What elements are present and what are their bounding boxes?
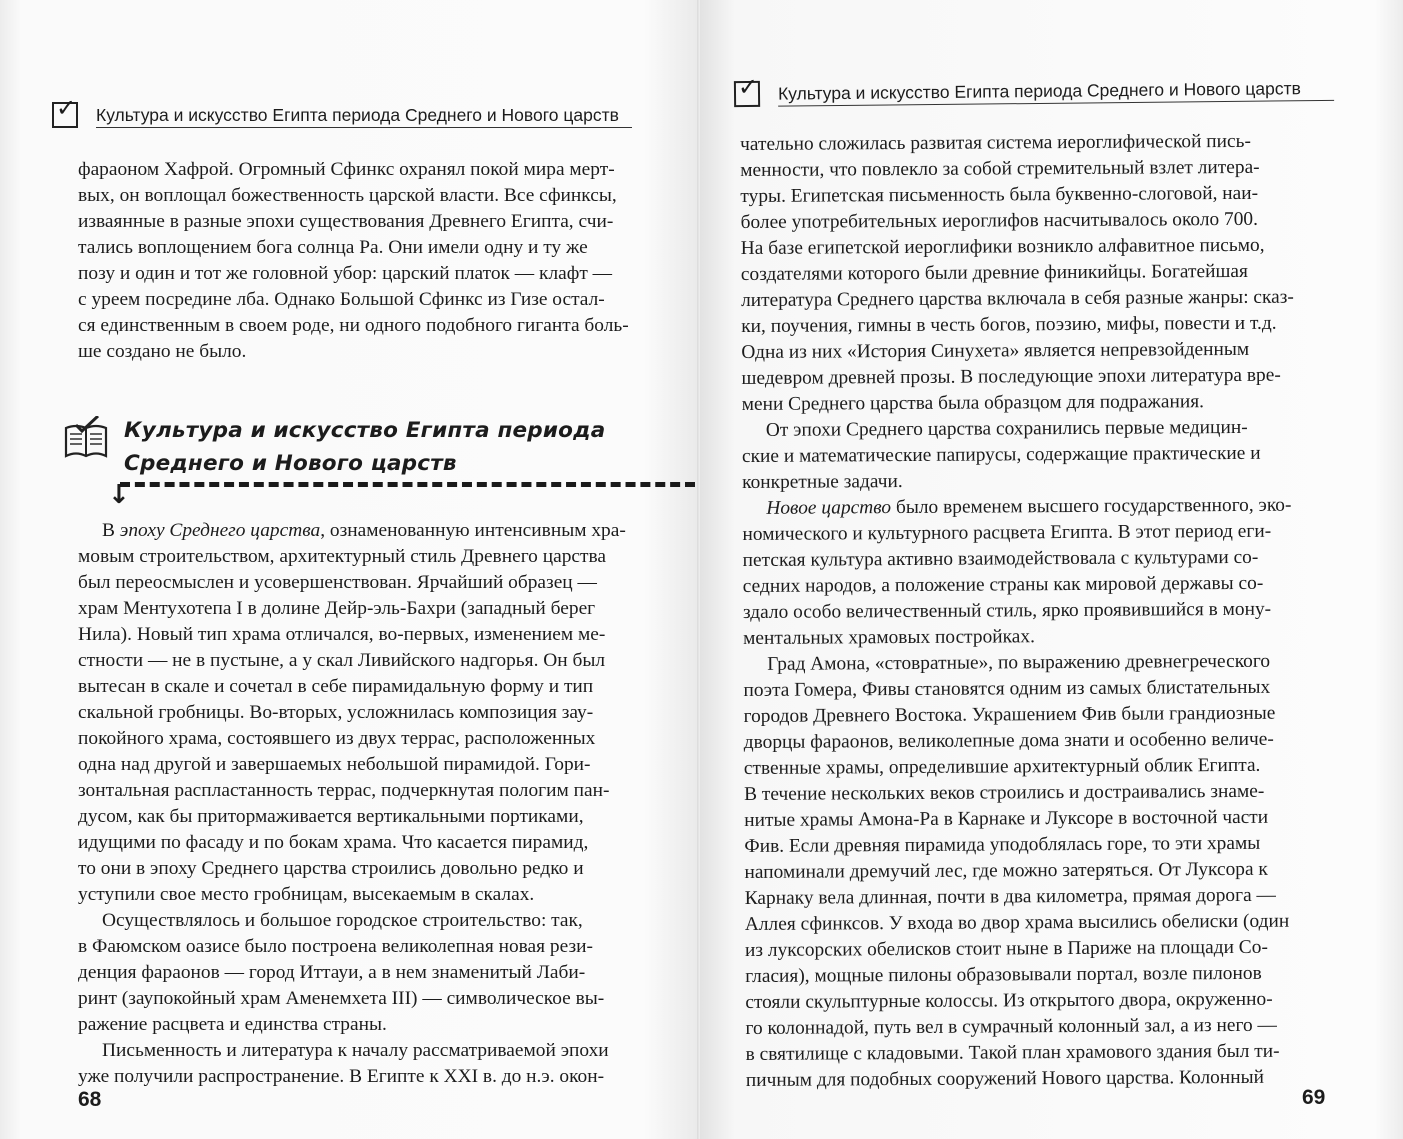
text-line: денция фараонов — город Иттауи, а в нем знаменитый Лаби- [78, 962, 586, 983]
text-line: городов Древнего Востока. Украшением Фив были грандиозные [743, 702, 1276, 727]
text-line: петская культура активно взаимодействовала с культурами со- [742, 546, 1259, 571]
text-line: От эпохи Среднего царства сохранились первые медицин- [765, 416, 1248, 441]
text-line: ственные храмы, определившие архитектурный облик Египта. [743, 754, 1261, 779]
text-line: из луксорских обелисков стоит ныне в Париже на площади Со- [744, 936, 1268, 961]
text-line: ские и математические папирусы, содержащие практические и [741, 442, 1261, 467]
text-line: здало особо величественный стиль, ярко проявившийся в мону- [742, 598, 1272, 623]
text-line: Карнаку вела длинная, почти в два километра, прямая дорога — [744, 884, 1276, 909]
text-line: более употребительных иероглифов насчитывалось около 700. [740, 208, 1259, 233]
running-head-right [734, 72, 1334, 107]
checkbox-icon: ✓ [734, 81, 760, 107]
section-heading [58, 410, 658, 520]
text-line: В эпоху Среднего царства, ознаменованную интенсивным хра- [102, 520, 626, 541]
text-line: нитые храмы Амона-Ра в Карнаке и Луксоре в восточной части [744, 806, 1269, 831]
text-line: покойного храма, состоявшего из двух террас, расположенных [78, 728, 596, 749]
text-line: ражение расцвета и единства страны. [78, 1014, 387, 1035]
checkbox-icon: ✓ [52, 102, 78, 128]
text-line: то они в эпоху Среднего царства строились довольно редко и [78, 858, 584, 879]
text-line: пичным для подобных сооружений Нового царства. Колонный [745, 1066, 1265, 1091]
arrow-down-icon: ↓ [108, 480, 130, 510]
text-line: Одна из них «История Синухета» является непревзойденным [741, 338, 1250, 363]
text-line: мовым строительством, архитектурный стиль Древнего царства [78, 546, 606, 567]
text-line: был переосмыслен и усовершенствован. Ярчайший образец — [78, 572, 597, 593]
text-line: седних народов, а положение страны как мировой державы со- [742, 572, 1264, 597]
text-line: литература Среднего царства включала в себя разные жанры: сказ- [740, 286, 1294, 311]
text-line: номического и культурного расцвета Египта. В этот период еги- [742, 520, 1272, 545]
text-line: вытесан в скале и сочетал в себе пирамидальную форму и тип [78, 676, 594, 697]
text-line: конкретные задачи. [742, 471, 903, 493]
text-line: Аллея сфинксов. У входа во двор храма высились обелиски (один [744, 910, 1290, 935]
text-line: в святилище с кладовыми. Такой план храмового здания был ти- [745, 1040, 1280, 1065]
text-line: Новое царство было временем высшего государственного, эко- [766, 494, 1292, 519]
text-line: напоминали дремучий лес, где можно затеряться. От Луксора к [744, 858, 1268, 883]
text-line: поэта Гомера, Фивы становятся одним из самых блистательных [743, 676, 1271, 701]
text-line: гласия), мощные пилоны образовывали портал, возле пилонов [745, 962, 1262, 987]
text-line: туры. Египетская письменность была буквенно-слоговой, наи- [740, 182, 1259, 207]
text-line: На базе египетской иероглифики возникло алфавитное письмо, [740, 234, 1265, 259]
text-line: скальной гробницы. Во-вторых, усложнилась композиция зау- [78, 702, 594, 723]
text-line: менности, что повлекло за собой стремительный взлет литера- [740, 156, 1260, 181]
intro-paragraph [78, 157, 650, 365]
page-number: 68 [78, 1088, 102, 1111]
text-line: Фив. Если древняя пирамида уподоблялась горе, то эти храмы [744, 832, 1261, 857]
body-text-right [740, 128, 1336, 1094]
text-line: с уреем посредине лба. Однако Большой Сфинкс из Гизе остал- [78, 289, 605, 310]
text-line: храм Ментухотепа I в долине Дейр-эль-Бахри (западный берег [78, 598, 596, 619]
running-head-text: Культура и искусство Египта периода Среднего и Нового царств [96, 105, 632, 128]
text-line: шедевром древней прозы. В последующие эпохи литература вре- [741, 364, 1281, 389]
page-number: 69 [1302, 1086, 1326, 1109]
text-line: Град Амона, «стовратные», по выражению древнегреческого [767, 650, 1271, 675]
text-line: мени Среднего царства была образцом для подражания. [741, 391, 1205, 415]
text-line: вых, он воплощал божественность царской власти. Все сфинксы, [78, 185, 617, 206]
text-line: изваянные в разные эпохи существования Древнего Египта, счи- [78, 211, 614, 232]
text-line: позу и один и тот же головной убор: царский платок — клафт — [78, 263, 613, 284]
running-head-text: Культура и искусство Египта периода Среднего и Нового царств [778, 78, 1334, 107]
text-line: уже получили распространение. В Египте к XXI в. до н.э. окон- [78, 1066, 605, 1087]
text-line: одна над другой и завершаемых небольшой пирамидой. Гори- [78, 754, 591, 775]
text-line: в Фаюмском оазисе было построена великолепная новая рези- [78, 936, 593, 957]
page-left [0, 0, 700, 1139]
text-line: ше создано не было. [78, 341, 247, 362]
text-line: ки, поучения, гимны в честь богов, поэзию, мифы, повести и т.д. [741, 312, 1277, 337]
text-line: Письменность и литература к началу рассматриваемой эпохи [102, 1040, 609, 1061]
text-line: Нила). Новый тип храма отличался, во-первых, изменением ме- [78, 624, 606, 645]
text-line: создателями которого были древние финикийцы. Богатейшая [740, 260, 1248, 285]
text-line: Осуществлялось и большое городское строительство: так, [102, 910, 583, 931]
dashed-divider [120, 482, 695, 487]
text-line: ринт (заупокойный храм Аменемхета III) — символическое вы- [78, 988, 605, 1009]
section-title-line: Среднего и Нового царств [124, 451, 457, 476]
text-line: уступили свое место гробницам, высекаемым в скалах. [78, 884, 535, 905]
text-line: тались воплощением бога солнца Ра. Они имели одну и ту же [78, 237, 588, 258]
text-line: зонтальная распластанность террас, подчеркнутая пологим пан- [78, 780, 610, 801]
text-line: ся единственным в своем роде, ни одного подобного гиганта боль- [78, 315, 629, 336]
emphasis: Новое царство [766, 497, 892, 519]
text-line: фараоном Хафрой. Огромный Сфинкс охранял покой мира мерт- [78, 159, 615, 180]
text-line: ментальных храмовых постройках. [743, 626, 1035, 649]
emphasis: эпоху Среднего царства [119, 520, 321, 541]
text-line: стояли скульптурные колоссы. Из открытого двора, окруженно- [745, 988, 1273, 1013]
text-line: идущими по фасаду и по бокам храма. Что касается пирамид, [78, 832, 589, 853]
text-line: стности — не в пустыне, а у скал Ливийского надгорья. Он был [78, 650, 606, 671]
text-line: чательно сложилась развитая система иероглифической пись- [740, 130, 1252, 155]
book-icon [62, 416, 110, 460]
body-text-left [78, 518, 653, 1090]
text-line: дусом, как бы притормаживается вертикальными портиками, [78, 806, 584, 827]
text-line: дворцы фараонов, великолепные дома знати и особенно величе- [743, 728, 1274, 753]
section-title-line: Культура и искусство Египта периода [124, 418, 606, 443]
text-line: В течение нескольких веков строились и достраивались знаме- [743, 780, 1265, 805]
text-line: го колоннадой, путь вел в сумрачный колонный зал, а из него — [745, 1014, 1277, 1039]
running-head-left [52, 94, 632, 128]
section-title [124, 414, 605, 480]
page-right [700, 0, 1403, 1139]
